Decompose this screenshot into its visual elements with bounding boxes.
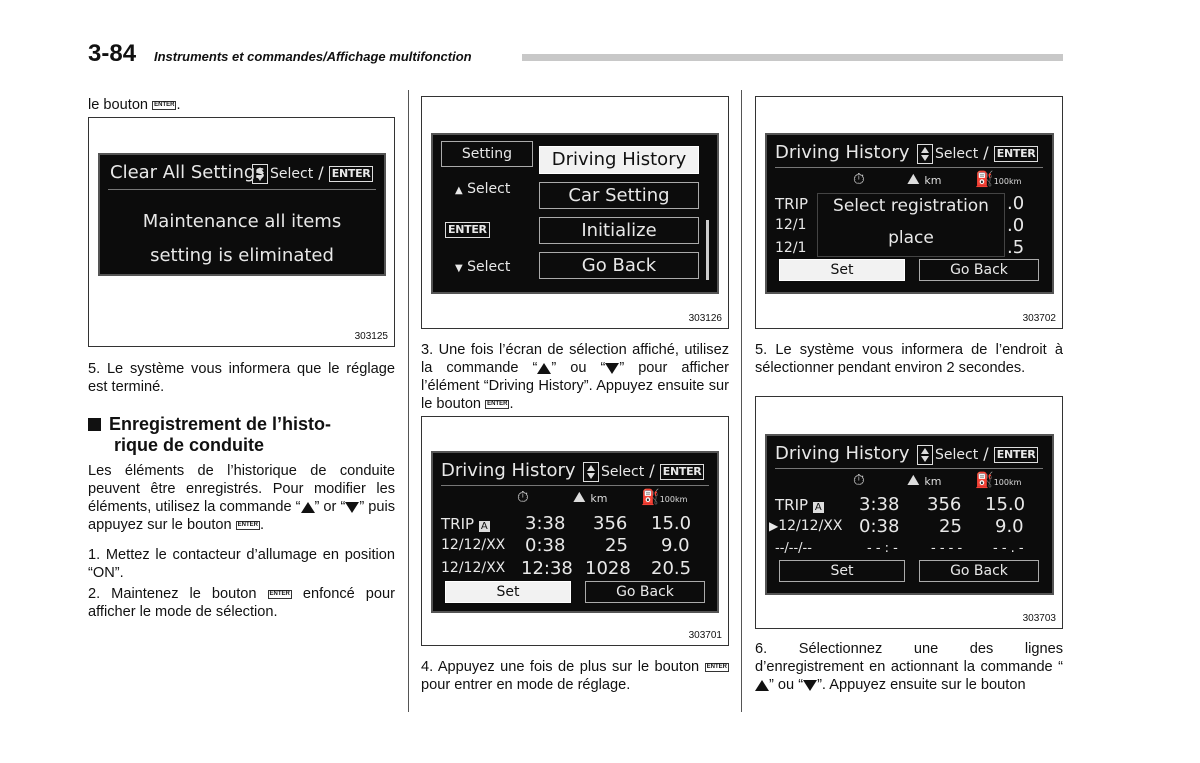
row-time: 3:38 [525,513,566,534]
set-button[interactable]: Set [445,581,571,603]
row-label: 12/12/XX [441,537,506,553]
menu-item-driving-history[interactable]: Driving History [539,146,699,174]
screen-select: Select / ENTER [915,444,1038,465]
set-button[interactable]: Set [779,259,905,281]
screen-select: Select / ENTER [581,461,704,482]
menu-item-initialize[interactable]: Initialize [539,217,699,244]
step-5-text: 5. Le système vous informera que le réglage est terminé. [88,361,395,395]
row-label: 12/1 [775,240,807,256]
row-time: 0:38 [859,516,900,537]
row-value: .0 [1007,215,1025,236]
figure-303701 [421,416,729,646]
clock-icon: ⏱ [853,471,865,489]
row-consumption: 15.0 [985,494,1026,515]
clock-icon: ⏱ [853,170,865,188]
figure-number: 303702 [1022,313,1056,324]
up-down-icon [917,445,933,465]
screen-title: Clear All Settings [110,162,265,183]
figure-303702 [755,96,1063,329]
column-divider [741,90,742,712]
column-divider [408,90,409,712]
enter-icon: ENTER [329,166,374,182]
fuel-pump-icon: ⛽100km [975,471,1022,489]
row-value: .0 [1007,193,1025,214]
figure-303126 [421,96,729,329]
message-line-1: Maintenance all items [142,211,342,232]
row-time: 0:38 [525,535,566,556]
step-6-text: 6. Sélectionnez une des lignes d’enregistrement en actionnant la commande “” ou “ ”. Appuyez ensuite sur le bouton [755,641,1063,693]
step-4-text: 4. Appuyez une fois de plus sur le bouton ENTER pour entrer en mode de réglage. [421,659,727,693]
set-button[interactable]: Set [779,560,905,582]
go-back-button[interactable]: Go Back [919,259,1039,281]
triangle-down-icon [803,680,817,691]
row-label: TRIP [775,195,809,213]
up-down-icon [252,164,268,184]
display-screen [765,133,1054,294]
up-down-icon [917,144,933,164]
triangle-up-icon [301,502,315,513]
row-distance: 356 [927,494,962,515]
row-time: - - : - [867,541,898,556]
screen-title: Driving History [441,460,576,481]
figure-number: 303126 [688,313,722,324]
go-back-button[interactable]: Go Back [585,581,705,603]
popup-line-2: place [888,228,934,248]
figure-number: 303125 [354,331,388,342]
enter-button-icon: ENTER [154,101,175,108]
enter-button-icon: ENTER [487,400,508,407]
select-down-label: ▼ Select [455,259,511,275]
enter-button-icon: ENTER [237,521,259,528]
row-time: 12:38 [521,558,573,579]
enter-button-icon: ENTER [269,590,290,597]
row-time: 3:38 [859,494,900,515]
triangle-down-icon [345,502,359,513]
row-consumption: 9.0 [661,535,690,556]
header-bar [522,54,1063,61]
car-icon: ⛰ km [573,488,608,506]
row-label: TRIP A [775,496,822,514]
menu-item-go-back[interactable]: Go Back [539,252,699,279]
display-screen [431,133,719,294]
step-5-text: 5. Le système vous informera de l’endroit à sélectionner pendant environ 2 secondes. [755,342,1063,376]
row-consumption: 15.0 [651,513,692,534]
row-distance: 356 [593,513,628,534]
figure-number: 303701 [688,630,722,641]
select-up-label: ▲ Select [455,181,511,197]
screen-select: Select / ENTER [250,163,373,184]
top-line: le bouton ENTER . [88,97,181,113]
page-number: 3-84 [88,40,137,67]
enter-button-icon: ENTER [706,663,727,670]
row-label: 12/1 [775,217,807,233]
enter-label: ENTER [445,219,490,238]
row-distance: 25 [939,516,962,537]
row-distance: - - - - [931,541,963,556]
row-label: TRIP A [441,515,488,533]
row-label: --/--/-- [775,541,812,556]
row-consumption: 9.0 [995,516,1024,537]
heading-square-icon [88,418,101,431]
display-screen [431,451,719,613]
go-back-button[interactable]: Go Back [919,560,1039,582]
section-heading: Enregistrement de l’histo- rique de conduite [88,414,395,456]
figure-number: 303703 [1022,613,1056,624]
row-label: ▶12/12/XX [769,518,843,534]
up-down-icon [583,462,599,482]
message-line-2: setting is eliminated [150,245,334,266]
step-2-text: 2. Maintenez le bouton ENTER enfoncé pour afficher le mode de sélection. [88,586,395,620]
figure-303703 [755,396,1063,629]
fuel-pump-icon: ⛽100km [975,170,1022,188]
intro-text: Les éléments de l’historique de conduite peuvent être enregistrés. Pour modifier les éléments, utilisez la commande “ ” or “ ” puis appuyez sur le bouton ENTER . [88,463,396,533]
selection-pointer-icon: ▶ [769,519,779,533]
page-header [88,40,1063,68]
row-consumption: 20.5 [651,558,692,579]
step-1-text: 1. Mettez le contacteur d’allumage en position “ON”. [88,547,395,581]
clock-icon: ⏱ [517,488,529,506]
row-distance: 1028 [585,558,631,579]
screen-title: Driving History [775,443,910,464]
menu-item-car-setting[interactable]: Car Setting [539,182,699,209]
triangle-down-icon [605,363,619,374]
section-title: Instruments et commandes/Affichage multifonction [154,49,472,64]
row-distance: 25 [605,535,628,556]
car-icon: ⛰ km [907,170,942,188]
screen-title: Driving History [775,142,910,163]
display-screen [98,153,386,276]
popup-line-1: Select registration [833,196,989,216]
figure-303125 [88,117,395,347]
registration-popup [817,193,1005,257]
triangle-up-icon [537,363,551,374]
screen-select: Select / ENTER [915,143,1038,164]
display-screen [765,434,1054,595]
scrollbar[interactable] [706,220,709,280]
setting-label: Setting [441,141,533,167]
step-3-text: 3. Une fois l’écran de sélection affiché, utilisez la commande “ ” ou “ ” pour afficher l’élément “Driving History”. Appuyez ensuite sur le bouton ENTER . [421,342,729,412]
fuel-pump-icon: ⛽100km [641,488,688,506]
triangle-up-icon [755,680,769,691]
row-label: 12/12/XX [441,560,506,576]
row-value: .5 [1007,237,1025,258]
row-consumption: - - . - [993,541,1024,556]
car-icon: ⛰ km [907,471,942,489]
